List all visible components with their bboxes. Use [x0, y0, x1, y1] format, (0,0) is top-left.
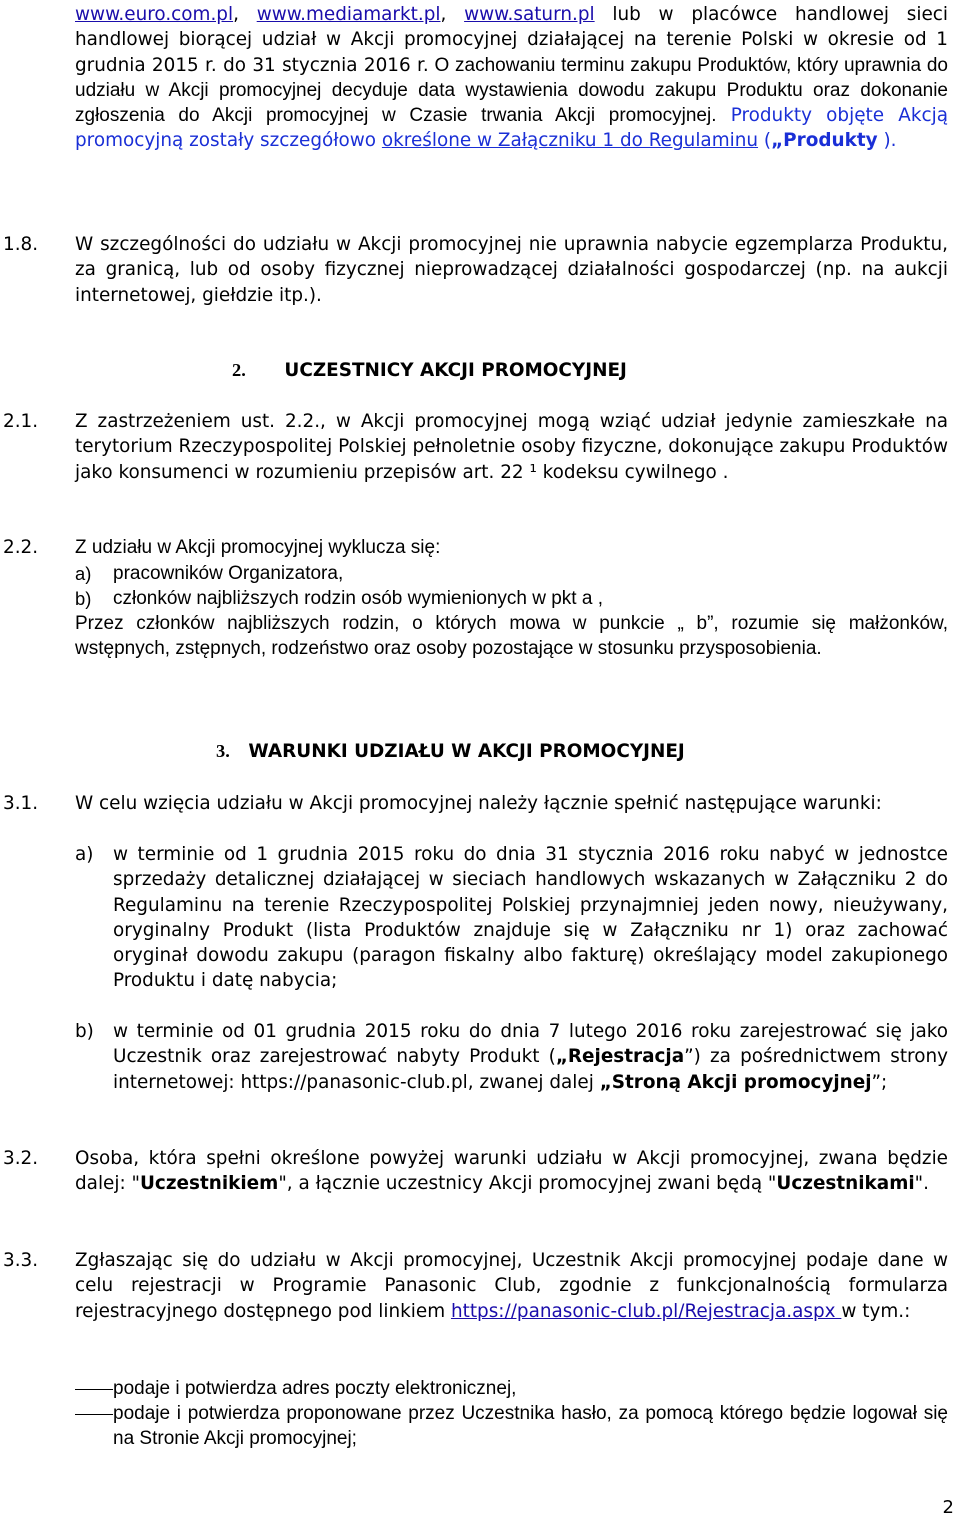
intro-text-c: Produkty objęte Akcją promocyjną zostały szczegółowo — [75, 105, 948, 152]
clause-3-2-part-3: ". — [914, 1173, 929, 1195]
bullet-dash — [75, 1389, 113, 1390]
clause-3-3-part-2: w tym.: — [841, 1300, 911, 1322]
clause-2-2-a-label: a) — [75, 563, 92, 584]
link-euro[interactable]: www.euro.com.pl — [75, 4, 234, 25]
defined-term-participants: Uczestnikami — [776, 1173, 915, 1195]
clause-2-1-text: Z zastrzeżeniem ust. 2.2., w Akcji promocyjnej mogą wziąć udział jedynie zamieszkałe na terytorium Rzeczypospolitej Polskiej pełnoletnie osoby fizyczne, dokonujące zakupu Produktów jako konsumenci w rozumieniu przepisów art. 22 ¹ kodeksu cywilnego . — [75, 411, 948, 483]
section-2-number: 2. — [232, 360, 246, 380]
defined-term-promo-site: „Stroną Akcji promocyjnej — [599, 1071, 872, 1093]
clause-3-1-b-part-1: w terminie od 01 grudnia 2015 roku do dnia 7 lutego 2016 roku zarejestrować się jako Uczestnik oraz zarejestrować nabyty Produkt ( — [113, 1021, 948, 1068]
defined-term-participant: Uczestnikiem — [139, 1173, 279, 1195]
intro-text-a: lub w placówce handlowej sieci handlowej biorącej udział w Akcji promocyjnej działającej na terenie Polski w okresie od 1 grudnia 2015 r. do 31 stycznia 2016 r. — [75, 4, 948, 76]
section-2-heading — [232, 358, 627, 383]
clause-3-1-b-text — [113, 1019, 948, 1095]
clause-number-2-2: 2.2. — [3, 537, 39, 558]
clause-number-3-1: 3.1. — [3, 793, 39, 814]
clause-number-3-2: 3.2. — [3, 1148, 39, 1169]
clause-3-1-b-part-2: ”) za pośrednictwem strony internetowej: https://panasonic-club.pl, zwanej dalej — [113, 1046, 948, 1093]
registration-link[interactable]: https://panasonic-club.pl/Rejestracja.aspx — [450, 1300, 842, 1322]
intro-text-b: O zachowaniu terminu zakupu Produktów, który uprawnia do udziału w Akcji promocyjnej decyduje data wystawienia dowodu zakupu Produktu oraz dokonanie zgłoszenia do Akcji promocyjnej w Czasie trwania Akcji promocyjnej. — [75, 54, 948, 127]
clause-3-1-lead: W celu wzięcia udziału w Akcji promocyjnej należy łącznie spełnić następujące warunki: — [75, 793, 882, 814]
clause-3-1-b-part-3: ”; — [871, 1071, 888, 1093]
defined-term-registration: „Rejestracja — [555, 1046, 685, 1068]
clause-3-2-part-1: Osoba, która spełni określone powyżej warunki udziału w Akcji promocyjnej, zwana będzie dalej: " — [75, 1148, 948, 1195]
clause-2-2-b-text: członków najbliższych rodzin osób wymienionych w pkt a , — [113, 588, 603, 609]
clause-number-3-3: 3.3. — [3, 1250, 39, 1271]
clause-3-3-part-1: Zgłaszając się do udziału w Akcji promocyjnej, Uczestnik Akcji promocyjnej podaje dane w celu rejestracji w Programie Panasonic Club, zgodnie z funkcjonalnością formularza rejestracyjnego dostępnego pod linkiem — [75, 1250, 948, 1322]
clause-2-2-a-text: pracowników Organizatora, — [113, 563, 344, 584]
clause-3-2-part-2: ", a łącznie uczestnicy Akcji promocyjnej zwani będą " — [278, 1173, 777, 1195]
clause-2-2-b-label: b) — [75, 588, 92, 609]
bullet-item-password: podaje i potwierdza proponowane przez Uczestnika hasło, za pomocą którego będzie logował się na Stronie Akcji promocyjnej; — [113, 1403, 948, 1450]
clause-3-3-text — [75, 1248, 948, 1324]
intro-annex-reference: określone w Załączniku 1 do Regulaminu — [381, 130, 759, 152]
clause-3-2-text — [75, 1146, 948, 1197]
intro-text-d-close: ). — [877, 130, 897, 152]
clause-3-1-a-text: w terminie od 1 grudnia 2015 roku do dnia 31 stycznia 2016 roku nabyć w jednostce sprzedaży detalicznej działającej w sieciach handlowych wskazanych w Załączniku 2 do Regulaminu na terenie Rzeczypospolitej Polskiej przynajmniej jeden nowy, nieużywany, oryginalny Produkt (lista Produktów znajduje się w Załączniku nr 1) oraz zachować oryginał dowodu zakupu (paragon fiskalny albo fakturę) określający model zakupionego Produktu i datę nabycia; — [113, 844, 948, 992]
link-mediamarkt[interactable]: www.mediamarkt.pl — [256, 4, 441, 25]
separator: , — [233, 4, 257, 25]
clause-3-1-a-label: a) — [75, 844, 94, 865]
link-saturn[interactable]: www.saturn.pl — [464, 4, 595, 25]
intro-defined-term: „Produkty — [771, 130, 878, 152]
clause-number-2-1: 2.1. — [3, 411, 39, 432]
clause-2-2-note: Przez członków najbliższych rodzin, o których mowa w punkcie „ b”, rozumie się małżonków, wstępnych, zstępnych, rodzeństwo oraz osoby pozostające w stosunku przysposobienia. — [75, 613, 948, 660]
bullet-dash — [75, 1414, 113, 1415]
clause-2-2-lead: Z udziału w Akcji promocyjnej wyklucza się: — [75, 537, 441, 558]
clause-number-1-8: 1.8. — [3, 234, 39, 255]
section-3-heading — [216, 739, 685, 764]
separator: , — [440, 4, 465, 25]
clause-3-1-b-label: b) — [75, 1021, 94, 1042]
intro-paragraph — [75, 2, 948, 154]
section-3-title: WARUNKI UDZIAŁU W AKCJI PROMOCYJNEJ — [248, 741, 685, 762]
section-3-number: 3. — [216, 741, 230, 761]
section-2-title: UCZESTNICY AKCJI PROMOCYJNEJ — [284, 360, 627, 381]
clause-1-8-text: W szczególności do udziału w Akcji promocyjnej nie uprawnia nabycie egzemplarza Produktu, za granicą, lub od osoby fizycznej nieprowadzącej działalności gospodarczej (np. na aukcji internetowej, giełdzie itp.). — [75, 234, 948, 306]
page-number: 2 — [942, 1497, 954, 1518]
intro-text-d: ( — [758, 130, 772, 152]
bullet-item-email: podaje i potwierdza adres poczty elektronicznej, — [113, 1378, 517, 1399]
